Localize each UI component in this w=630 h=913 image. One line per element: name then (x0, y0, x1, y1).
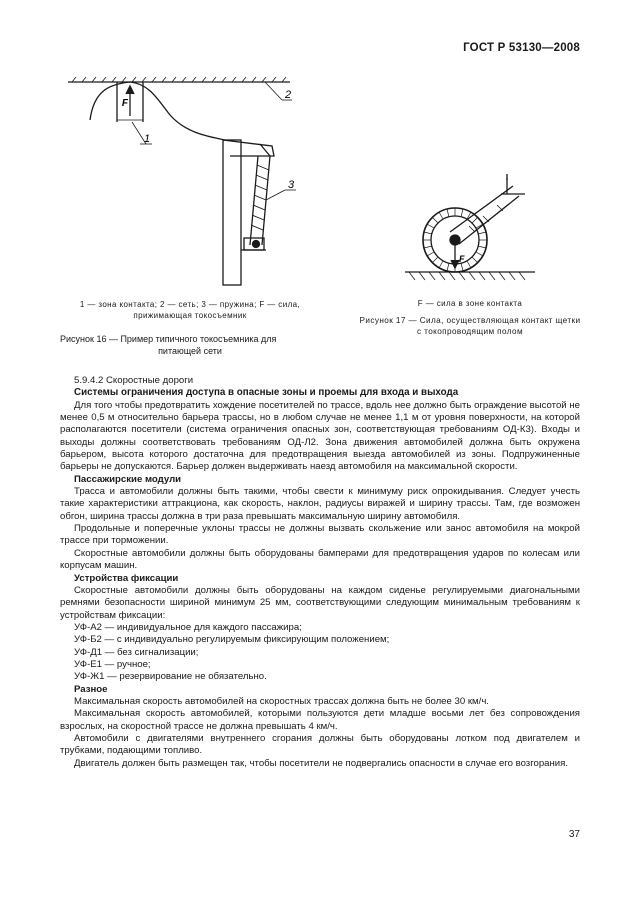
heading-access: Системы ограничения доступа в опасные зоны и проемы для входа и выхода (74, 387, 459, 399)
fixation-item: УФ-Е1 — ручное; (74, 658, 151, 670)
page-number: 37 (568, 829, 580, 840)
paragraph-modules-1: Трасса и автомобили должны быть такими, чтобы свести к минимуму риск опрокидывания. Следует учесть такие характеристики аттракциона, как скорость, наклон, радиусы виражей и ширину трассы. Там, где возможен обгон, ширина трассы должна в три раза превышать максимальную ширину автомобиля. (60, 486, 580, 522)
fig16-label-f: F (121, 98, 128, 109)
paragraph-modules-2: Продольные и поперечные уклоны трассы не должны вызвать скольжение или занос автомобиля на мокрой трассе при торможении. (60, 523, 580, 547)
fixation-item: УФ-Б2 — с индивидуально регулируемым фиксирующим положением; (74, 634, 390, 646)
figure-17-drawing (395, 170, 545, 285)
figure-16-legend: 1 — зона контакта; 2 — сеть; 3 — пружина; F — сила, прижимающая токосъемник (79, 300, 301, 320)
figure-17-legend: F — сила в зоне контакта (417, 299, 523, 308)
heading-modules: Пассажирские модули (74, 473, 182, 485)
figure-16-title: Рисунок 16 — Пример типичного токосъемника для питающей сети (60, 334, 277, 356)
paragraph-misc-3: Автомобили с двигателями внутреннего сгорания должны быть оборудованы лотком под двигателем и трубками, подающими топливо. (60, 732, 580, 757)
figure-16-drawing (60, 60, 320, 295)
paragraph-misc-1: Максимальная скорость автомобилей на скоростных трассах должна быть не более 30 км/ч. (74, 695, 489, 707)
document-body (60, 375, 580, 770)
section-heading: 5.9.4.2 Скоростные дороги (74, 375, 194, 386)
heading-fixation: Устройства фиксации (74, 572, 179, 584)
fixation-item: УФ-Д1 — без сигнализации; (74, 646, 199, 658)
paragraph-misc-2: Максимальная скорость автомобилей, которыми пользуются дети младше восьми лет без сопровождения взрослых, на скоростной трассе не должна превышать 4 км/ч. (60, 708, 580, 732)
paragraph-access: Для того чтобы предотвратить хождение посетителей по трассе, вдоль нее должно быть ограждение высотой не менее 0,5 м относительно барьера трассы, но в любом случае не менее 1,1 м от уровня поверхности, на которой располагаются посетители (система ограничения опасных зон, соответствующая требованиям ОД-К3). Входы и выходы должны соответствовать требованиям ОД-Л2. Зона движения автомобилей должна быть окружена барьером, высота которого достаточна для предотвращения выезда автомобилей из зоны. Подпружиненные барьеры не допускаются. Барьер должен выдерживать наезд автомобиля на максимальной скорости. (60, 399, 580, 473)
paragraph-misc-4: Двигатель должен быть размещен так, чтобы посетители не подвергались опасности в случае его возгорания. (74, 757, 569, 769)
document-header: ГОСТ Р 53130—2008 (463, 42, 580, 54)
paragraph-fixation: Скоростные автомобили должны быть оборудованы на каждом сиденье регулируемыми диагональными ремнями безопасности шириной минимум 25 мм, соответствующими следующим минимальным требованиям к устройствам фиксации: (60, 584, 580, 621)
fixation-item: УФ-Ж1 — резервирование не обязательно. (74, 671, 267, 683)
figure-17-title: Рисунок 17 — Сила, осуществляющая контакт щетки с токопроводящим полом (359, 316, 581, 336)
heading-misc: Разное (74, 683, 108, 695)
paragraph-modules-3: Скоростные автомобили должны быть оборудованы бамперами для предотвращения ударов по колесам или корпусам машин. (60, 547, 580, 572)
fig16-label-2: 2 (285, 89, 292, 101)
fig16-label-3: 3 (288, 179, 295, 191)
fig17-label-f: F (459, 254, 465, 264)
fig16-label-1: 1 (144, 133, 151, 145)
fixation-item: УФ-А2 — индивидуальное для каждого пассажира; (74, 621, 302, 633)
